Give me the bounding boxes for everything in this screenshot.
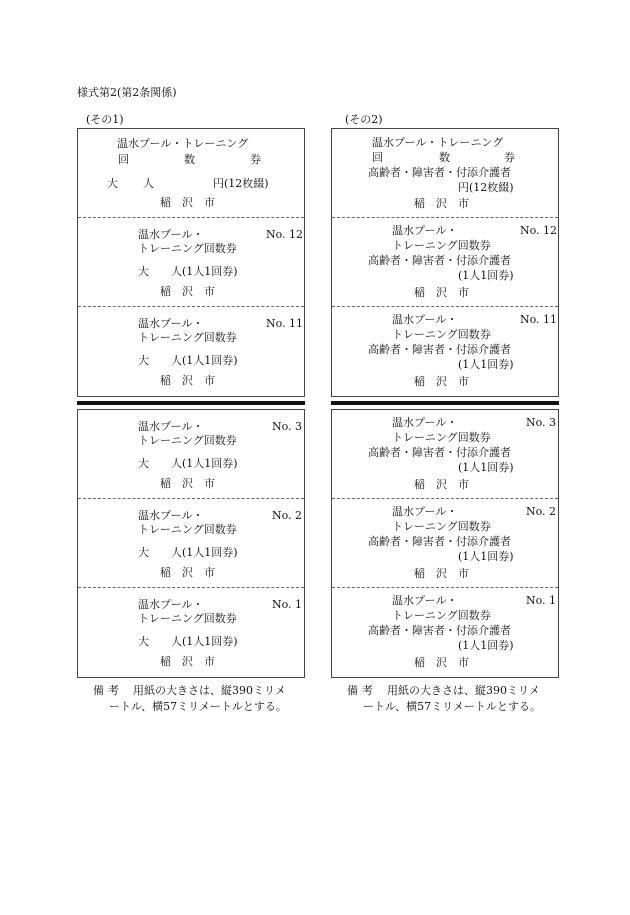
ticket-number: No. 12	[520, 224, 558, 237]
ticket-city: 稲 沢 市	[414, 478, 469, 491]
header-adult-2: 人	[143, 177, 154, 190]
ticket-left-1	[78, 588, 304, 676]
header-kaisu-2: 数	[184, 153, 195, 166]
ticket-line3: 大 人(1人1回券)	[138, 546, 238, 559]
ticket-line3: 高齢者・障害者・付添介護者	[368, 254, 511, 267]
ticket-line3: 大 人(1人1回券)	[138, 457, 238, 470]
cut-line	[331, 401, 559, 405]
ticket-right-3	[332, 410, 558, 498]
header-kaisu-3: 券	[504, 151, 515, 164]
document-title: 様式第2(第2条関係)	[77, 86, 177, 99]
note-text: 用紙の大きさは、縦390ミリメートル、横57ミリメートルとする。	[109, 684, 287, 713]
header-kaisu-1: 回	[118, 153, 129, 166]
ticket-left-11	[78, 307, 304, 395]
ticket-city: 稲 沢 市	[414, 656, 469, 669]
ticket-right-1	[332, 588, 558, 676]
ticket-line1: 温水プール・	[392, 313, 458, 326]
ticket-city: 稲 沢 市	[414, 567, 469, 580]
header-city: 稲 沢 市	[414, 197, 469, 210]
header-adult-1: 大	[107, 177, 118, 190]
upper-box-left	[77, 128, 305, 397]
ticket-line3: 高齢者・障害者・付添介護者	[368, 446, 511, 459]
ticket-number: No. 1	[272, 598, 303, 611]
ticket-number: No. 11	[266, 317, 304, 330]
form-label-left: (その1)	[86, 113, 124, 126]
note-label: 備考	[347, 684, 377, 697]
ticket-line2: トレーニング回数券	[392, 328, 491, 341]
ticket-city: 稲 沢 市	[160, 285, 215, 298]
ticket-left-3	[78, 410, 304, 498]
ticket-line1: 温水プール・	[392, 505, 458, 518]
ticket-line3: 大 人(1人1回券)	[138, 265, 238, 278]
ticket-line3: 高齢者・障害者・付添介護者	[368, 535, 511, 548]
ticket-line1: 温水プール・	[138, 420, 204, 433]
ticket-city: 稲 沢 市	[160, 374, 215, 387]
ticket-city: 稲 沢 市	[160, 655, 215, 668]
cut-line	[77, 401, 305, 405]
ticket-line1: 温水プール・	[392, 416, 458, 429]
header-price: 円(12枚綴)	[213, 177, 269, 190]
ticket-line3: 大 人(1人1回券)	[138, 354, 238, 367]
ticket-number: No. 3	[526, 416, 557, 429]
ticket-line1: 温水プール・	[392, 594, 458, 607]
header-city: 稲 沢 市	[160, 196, 215, 209]
header-section-right	[332, 129, 558, 217]
ticket-right-12	[332, 218, 558, 306]
ticket-city: 稲 沢 市	[414, 375, 469, 388]
ticket-line1: 温水プール・	[138, 317, 204, 330]
ticket-right-2	[332, 499, 558, 587]
header-kaisu-2: 数	[439, 151, 450, 164]
header-line3: 高齢者・障害者・付添介護者	[368, 166, 511, 179]
ticket-city: 稲 沢 市	[160, 566, 215, 579]
ticket-number: No. 3	[272, 420, 303, 433]
ticket-line1: 温水プール・	[138, 509, 204, 522]
ticket-number: No. 11	[520, 313, 558, 326]
upper-box-right	[331, 128, 559, 397]
ticket-line3: 高齢者・障害者・付添介護者	[368, 343, 511, 356]
ticket-line2: トレーニング回数券	[138, 434, 237, 447]
ticket-left-12	[78, 218, 304, 306]
ticket-line1: 温水プール・	[392, 224, 458, 237]
ticket-line4: (1人1回券)	[458, 358, 514, 371]
header-line1: 温水プール・トレーニング	[117, 137, 249, 150]
ticket-line2: トレーニング回数券	[138, 331, 237, 344]
header-price: 円(12枚綴)	[458, 181, 514, 194]
ticket-line4: (1人1回券)	[458, 639, 514, 652]
ticket-line1: 温水プール・	[138, 598, 204, 611]
header-kaisu-1: 回	[372, 151, 383, 164]
ticket-line2: トレーニング回数券	[138, 612, 237, 625]
ticket-left-2	[78, 499, 304, 587]
header-section-left	[78, 129, 304, 217]
ticket-line1: 温水プール・	[138, 228, 204, 241]
ticket-line4: (1人1回券)	[458, 461, 514, 474]
note-text: 用紙の大きさは、縦390ミリメートル、横57ミリメートルとする。	[363, 684, 541, 713]
ticket-line2: トレーニング回数券	[138, 242, 237, 255]
ticket-line2: トレーニング回数券	[392, 609, 491, 622]
ticket-line4: (1人1回券)	[458, 550, 514, 563]
ticket-line2: トレーニング回数券	[392, 520, 491, 533]
ticket-number: No. 1	[526, 594, 557, 607]
ticket-right-11	[332, 307, 558, 395]
ticket-line2: トレーニング回数券	[138, 523, 237, 536]
ticket-city: 稲 沢 市	[414, 286, 469, 299]
ticket-city: 稲 沢 市	[160, 477, 215, 490]
ticket-number: No. 2	[526, 505, 557, 518]
ticket-line3: 大 人(1人1回券)	[138, 635, 238, 648]
header-line1: 温水プール・トレーニング	[372, 136, 504, 149]
ticket-line2: トレーニング回数券	[392, 239, 491, 252]
ticket-line2: トレーニング回数券	[392, 431, 491, 444]
lower-box-right	[331, 409, 559, 678]
ticket-number: No. 12	[266, 228, 304, 241]
form-label-right: (その2)	[345, 113, 383, 126]
ticket-line3: 高齢者・障害者・付添介護者	[368, 624, 511, 637]
note-label: 備考	[93, 684, 123, 697]
lower-box-left	[77, 409, 305, 678]
header-kaisu-3: 券	[250, 153, 261, 166]
ticket-number: No. 2	[272, 509, 303, 522]
ticket-line4: (1人1回券)	[458, 269, 514, 282]
